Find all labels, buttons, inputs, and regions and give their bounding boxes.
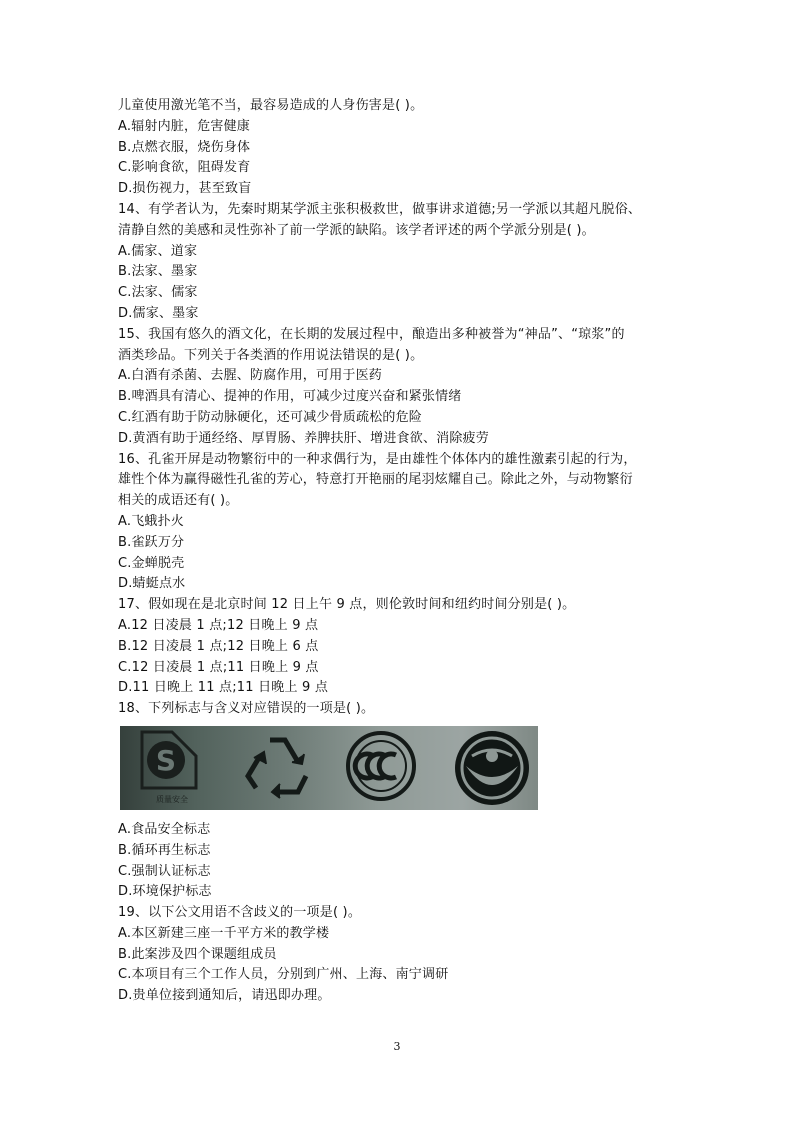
question-15-option-d: D.黄酒有助于通经络、厚胃肠、养脾扶肝、增进食欲、消除疲劳 bbox=[118, 430, 489, 446]
logos-svg bbox=[120, 726, 538, 810]
question-15-stem-line-1: 15、我国有悠久的酒文化，在长期的发展过程中，酿造出多种被誉为“神品”、“琼浆”的 bbox=[118, 326, 625, 342]
question-13-option-a: A.辐射内脏，危害健康 bbox=[118, 118, 250, 134]
question-15-option-c: C.红酒有助于防动脉硬化，还可减少骨质疏松的危险 bbox=[118, 409, 423, 425]
question-14-option-c: C.法家、儒家 bbox=[118, 285, 198, 301]
question-14-stem-line-1: 14、有学者认为，先秦时期某学派主张积极救世，做事讲求道德;另一学派以其超凡脱俗、 bbox=[118, 201, 642, 217]
question-17-option-b: B.12 日凌晨 1 点;12 日晚上 6 点 bbox=[118, 638, 319, 654]
question-16-stem-line-2: 雄性个体为赢得磁性孔雀的芳心，特意打开艳丽的尾羽炫耀自己。除此之外，与动物繁衍 bbox=[118, 472, 633, 488]
question-14-stem-line-2: 清静自然的美感和灵性弥补了前一学派的缺陷。该学者评述的两个学派分别是( )。 bbox=[118, 222, 595, 238]
question-17-stem: 17、假如现在是北京时间 12 日上午 9 点，则伦敦时间和纽约时间分别是( )。 bbox=[118, 597, 576, 613]
question-17-option-d: D.11 日晚上 11 点;11 日晚上 9 点 bbox=[118, 680, 329, 696]
question-19-stem: 19、以下公文用语不含歧义的一项是( )。 bbox=[118, 905, 362, 921]
question-18-option-a: A.食品安全标志 bbox=[118, 821, 211, 837]
question-16-option-d: D.蜻蜓点水 bbox=[118, 576, 186, 592]
question-17-option-c: C.12 日凌晨 1 点;11 日晚上 9 点 bbox=[118, 659, 319, 675]
recycle-icon bbox=[248, 740, 306, 798]
question-19-option-c: C.本项目有三个工作人员，分别到广州、上海、南宁调研 bbox=[118, 967, 449, 983]
question-13-option-c: C.影响食欲，阻碍发育 bbox=[118, 160, 251, 176]
question-18-option-b: B.循环再生标志 bbox=[118, 842, 211, 858]
question-13-option-b: B.点燃衣服，烧伤身体 bbox=[118, 139, 251, 155]
question-16-stem-line-1: 16、孔雀开屏是动物繁衍中的一种求偶行为，是由雄性个体体内的雄性激素引起的行为， bbox=[118, 451, 637, 467]
question-18-stem: 18、下列标志与含义对应错误的一项是( )。 bbox=[118, 701, 375, 717]
question-18-logos-photo bbox=[120, 726, 538, 810]
qs-logo-icon bbox=[142, 732, 196, 804]
qs-logo-caption: 质量安全 bbox=[156, 794, 188, 804]
question-14-option-d: D.儒家、墨家 bbox=[118, 305, 199, 321]
question-14-option-b: B.法家、墨家 bbox=[118, 264, 198, 280]
question-16-option-c: C.金蝉脱壳 bbox=[118, 555, 185, 571]
page-number: 3 bbox=[393, 1040, 401, 1053]
question-13-option-d: D.损伤视力，甚至致盲 bbox=[118, 181, 252, 197]
question-17-option-a: A.12 日凌晨 1 点;12 日晚上 9 点 bbox=[118, 617, 319, 633]
page-content bbox=[118, 96, 678, 1007]
question-15-stem-line-2: 酒类珍品。下列关于各类酒的作用说法错误的是( )。 bbox=[118, 347, 424, 363]
question-14-option-a: A.儒家、道家 bbox=[118, 243, 198, 259]
ccc-logo-icon bbox=[348, 733, 414, 799]
question-19-option-a: A.本区新建三座一千平方米的教学楼 bbox=[118, 925, 330, 941]
question-18-option-d: D.环境保护标志 bbox=[118, 884, 212, 900]
question-16-option-b: B.雀跃万分 bbox=[118, 534, 185, 550]
question-15-option-a: A.白酒有杀菌、去腥、防腐作用，可用于医药 bbox=[118, 368, 382, 384]
question-13-stem: 儿童使用激光笔不当，最容易造成的人身伤害是( )。 bbox=[118, 98, 424, 113]
question-19-option-b: B.此案涉及四个课题组成员 bbox=[118, 946, 277, 962]
question-16-stem-line-3: 相关的成语还有( )。 bbox=[118, 493, 239, 509]
question-18-option-c: C.强制认证标志 bbox=[118, 863, 211, 879]
question-16-option-a: A.飞蛾扑火 bbox=[118, 513, 184, 529]
svg-text:S: S bbox=[155, 743, 177, 777]
question-15-option-b: B.啤酒具有清心、提神的作用，可减少过度兴奋和紧张情绪 bbox=[118, 389, 462, 405]
environmental-label-icon bbox=[455, 731, 529, 805]
question-19-option-d: D.贵单位接到通知后，请迅即办理。 bbox=[118, 988, 331, 1004]
